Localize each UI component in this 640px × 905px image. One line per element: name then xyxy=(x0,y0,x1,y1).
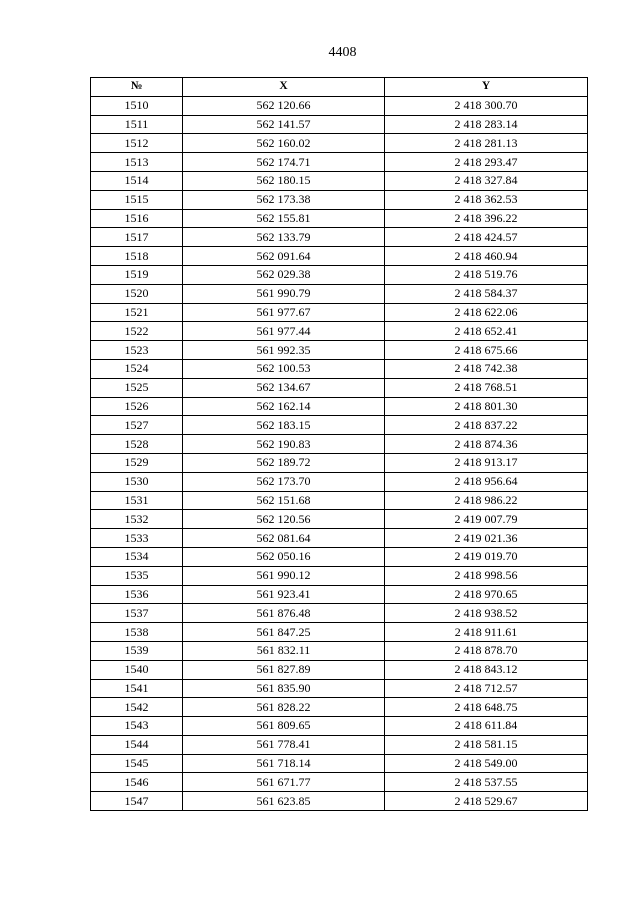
y-coordinate-cell: 2 418 293.47 xyxy=(385,153,588,172)
x-coordinate-cell: 562 081.64 xyxy=(183,529,385,548)
x-coordinate-cell: 561 990.79 xyxy=(183,284,385,303)
table-row xyxy=(91,435,588,454)
y-coordinate-cell: 2 418 281.13 xyxy=(385,134,588,153)
x-coordinate-cell: 562 050.16 xyxy=(183,547,385,566)
table-row xyxy=(91,754,588,773)
y-coordinate-cell: 2 418 675.66 xyxy=(385,341,588,360)
x-coordinate-cell: 562 120.56 xyxy=(183,510,385,529)
x-coordinate-cell: 561 847.25 xyxy=(183,623,385,642)
point-number-cell: 1526 xyxy=(91,397,183,416)
y-coordinate-cell: 2 418 396.22 xyxy=(385,209,588,228)
y-coordinate-cell: 2 418 970.65 xyxy=(385,585,588,604)
point-number-cell: 1512 xyxy=(91,134,183,153)
point-number-cell: 1514 xyxy=(91,171,183,190)
x-coordinate-cell: 562 174.71 xyxy=(183,153,385,172)
table-row xyxy=(91,284,588,303)
y-coordinate-cell: 2 418 581.15 xyxy=(385,735,588,754)
y-coordinate-cell: 2 418 768.51 xyxy=(385,378,588,397)
table-body xyxy=(91,96,588,810)
y-coordinate-cell: 2 419 007.79 xyxy=(385,510,588,529)
y-coordinate-cell: 2 418 956.64 xyxy=(385,472,588,491)
point-number-cell: 1531 xyxy=(91,491,183,510)
x-coordinate-cell: 562 173.70 xyxy=(183,472,385,491)
table-header-row xyxy=(91,78,588,97)
point-number-cell: 1544 xyxy=(91,735,183,754)
x-coordinate-cell: 562 134.67 xyxy=(183,378,385,397)
point-number-cell: 1542 xyxy=(91,698,183,717)
table-row xyxy=(91,585,588,604)
y-coordinate-cell: 2 418 938.52 xyxy=(385,604,588,623)
point-number-cell: 1515 xyxy=(91,190,183,209)
y-coordinate-cell: 2 418 622.06 xyxy=(385,303,588,322)
table-row xyxy=(91,303,588,322)
point-number-cell: 1543 xyxy=(91,717,183,736)
x-coordinate-cell: 562 155.81 xyxy=(183,209,385,228)
point-number-cell: 1517 xyxy=(91,228,183,247)
point-number-cell: 1513 xyxy=(91,153,183,172)
y-coordinate-cell: 2 418 537.55 xyxy=(385,773,588,792)
point-number-cell: 1522 xyxy=(91,322,183,341)
y-coordinate-cell: 2 418 362.53 xyxy=(385,190,588,209)
x-coordinate-cell: 561 977.67 xyxy=(183,303,385,322)
table-row xyxy=(91,660,588,679)
x-coordinate-cell: 561 977.44 xyxy=(183,322,385,341)
table-row xyxy=(91,679,588,698)
x-coordinate-cell: 562 160.02 xyxy=(183,134,385,153)
x-coordinate-cell: 561 923.41 xyxy=(183,585,385,604)
table-row xyxy=(91,773,588,792)
table-row xyxy=(91,341,588,360)
point-number-cell: 1525 xyxy=(91,378,183,397)
point-number-cell: 1524 xyxy=(91,359,183,378)
table-row xyxy=(91,491,588,510)
table-row xyxy=(91,472,588,491)
point-number-cell: 1534 xyxy=(91,547,183,566)
table-row xyxy=(91,359,588,378)
table-row xyxy=(91,397,588,416)
x-coordinate-cell: 561 992.35 xyxy=(183,341,385,360)
point-number-cell: 1547 xyxy=(91,792,183,811)
x-coordinate-cell: 562 133.79 xyxy=(183,228,385,247)
point-number-cell: 1545 xyxy=(91,754,183,773)
table-row xyxy=(91,190,588,209)
y-coordinate-cell: 2 418 460.94 xyxy=(385,247,588,266)
table-row xyxy=(91,547,588,566)
table-row xyxy=(91,641,588,660)
x-coordinate-cell: 561 832.11 xyxy=(183,641,385,660)
point-number-cell: 1533 xyxy=(91,529,183,548)
y-coordinate-cell: 2 418 519.76 xyxy=(385,265,588,284)
table-row xyxy=(91,378,588,397)
point-number-cell: 1536 xyxy=(91,585,183,604)
table-row xyxy=(91,604,588,623)
table-row xyxy=(91,115,588,134)
point-number-cell: 1537 xyxy=(91,604,183,623)
table-row xyxy=(91,247,588,266)
table-row xyxy=(91,717,588,736)
y-coordinate-cell: 2 418 300.70 xyxy=(385,96,588,115)
x-coordinate-cell: 562 151.68 xyxy=(183,491,385,510)
x-coordinate-cell: 562 100.53 xyxy=(183,359,385,378)
point-number-cell: 1538 xyxy=(91,623,183,642)
table-row xyxy=(91,171,588,190)
point-number-cell: 1532 xyxy=(91,510,183,529)
x-coordinate-cell: 561 876.48 xyxy=(183,604,385,623)
x-coordinate-cell: 561 828.22 xyxy=(183,698,385,717)
point-number-cell: 1520 xyxy=(91,284,183,303)
y-coordinate-cell: 2 418 283.14 xyxy=(385,115,588,134)
table-row xyxy=(91,134,588,153)
point-number-cell: 1535 xyxy=(91,566,183,585)
x-coordinate-cell: 562 029.38 xyxy=(183,265,385,284)
column-header-y: Y xyxy=(385,78,588,97)
table-row xyxy=(91,228,588,247)
x-coordinate-cell: 561 718.14 xyxy=(183,754,385,773)
y-coordinate-cell: 2 418 424.57 xyxy=(385,228,588,247)
y-coordinate-cell: 2 418 529.67 xyxy=(385,792,588,811)
table-row xyxy=(91,698,588,717)
y-coordinate-cell: 2 418 837.22 xyxy=(385,416,588,435)
column-header-number: № xyxy=(91,78,183,97)
point-number-cell: 1529 xyxy=(91,453,183,472)
point-number-cell: 1510 xyxy=(91,96,183,115)
x-coordinate-cell: 562 180.15 xyxy=(183,171,385,190)
point-number-cell: 1546 xyxy=(91,773,183,792)
point-number-cell: 1527 xyxy=(91,416,183,435)
point-number-cell: 1528 xyxy=(91,435,183,454)
x-coordinate-cell: 561 827.89 xyxy=(183,660,385,679)
page-number: 4408 xyxy=(328,45,357,60)
column-header-x: X xyxy=(183,78,385,97)
y-coordinate-cell: 2 418 998.56 xyxy=(385,566,588,585)
table-row xyxy=(91,96,588,115)
x-coordinate-cell: 561 809.65 xyxy=(183,717,385,736)
point-number-cell: 1521 xyxy=(91,303,183,322)
table-row xyxy=(91,265,588,284)
table-row xyxy=(91,209,588,228)
table-row xyxy=(91,416,588,435)
table-row xyxy=(91,566,588,585)
y-coordinate-cell: 2 418 584.37 xyxy=(385,284,588,303)
point-number-cell: 1511 xyxy=(91,115,183,134)
x-coordinate-cell: 561 835.90 xyxy=(183,679,385,698)
point-number-cell: 1530 xyxy=(91,472,183,491)
x-coordinate-cell: 562 141.57 xyxy=(183,115,385,134)
y-coordinate-cell: 2 418 911.61 xyxy=(385,623,588,642)
x-coordinate-cell: 561 778.41 xyxy=(183,735,385,754)
y-coordinate-cell: 2 418 843.12 xyxy=(385,660,588,679)
x-coordinate-cell: 562 162.14 xyxy=(183,397,385,416)
y-coordinate-cell: 2 419 021.36 xyxy=(385,529,588,548)
x-coordinate-cell: 562 189.72 xyxy=(183,453,385,472)
point-number-cell: 1541 xyxy=(91,679,183,698)
x-coordinate-cell: 562 091.64 xyxy=(183,247,385,266)
x-coordinate-cell: 561 990.12 xyxy=(183,566,385,585)
x-coordinate-cell: 562 183.15 xyxy=(183,416,385,435)
y-coordinate-cell: 2 418 874.36 xyxy=(385,435,588,454)
x-coordinate-cell: 562 173.38 xyxy=(183,190,385,209)
y-coordinate-cell: 2 418 549.00 xyxy=(385,754,588,773)
table-row xyxy=(91,153,588,172)
x-coordinate-cell: 562 120.66 xyxy=(183,96,385,115)
x-coordinate-cell: 561 671.77 xyxy=(183,773,385,792)
table-row xyxy=(91,735,588,754)
y-coordinate-cell: 2 418 327.84 xyxy=(385,171,588,190)
x-coordinate-cell: 562 190.83 xyxy=(183,435,385,454)
table-row xyxy=(91,792,588,811)
point-number-cell: 1519 xyxy=(91,265,183,284)
point-number-cell: 1540 xyxy=(91,660,183,679)
point-number-cell: 1516 xyxy=(91,209,183,228)
y-coordinate-cell: 2 418 742.38 xyxy=(385,359,588,378)
y-coordinate-cell: 2 418 986.22 xyxy=(385,491,588,510)
y-coordinate-cell: 2 418 913.17 xyxy=(385,453,588,472)
y-coordinate-cell: 2 418 878.70 xyxy=(385,641,588,660)
table-row xyxy=(91,453,588,472)
y-coordinate-cell: 2 418 712.57 xyxy=(385,679,588,698)
x-coordinate-cell: 561 623.85 xyxy=(183,792,385,811)
y-coordinate-cell: 2 418 648.75 xyxy=(385,698,588,717)
table-row xyxy=(91,623,588,642)
table-row xyxy=(91,510,588,529)
table-row xyxy=(91,529,588,548)
y-coordinate-cell: 2 419 019.70 xyxy=(385,547,588,566)
point-number-cell: 1518 xyxy=(91,247,183,266)
y-coordinate-cell: 2 418 801.30 xyxy=(385,397,588,416)
point-number-cell: 1539 xyxy=(91,641,183,660)
coordinates-table xyxy=(90,77,588,811)
y-coordinate-cell: 2 418 611.84 xyxy=(385,717,588,736)
y-coordinate-cell: 2 418 652.41 xyxy=(385,322,588,341)
point-number-cell: 1523 xyxy=(91,341,183,360)
table-row xyxy=(91,322,588,341)
